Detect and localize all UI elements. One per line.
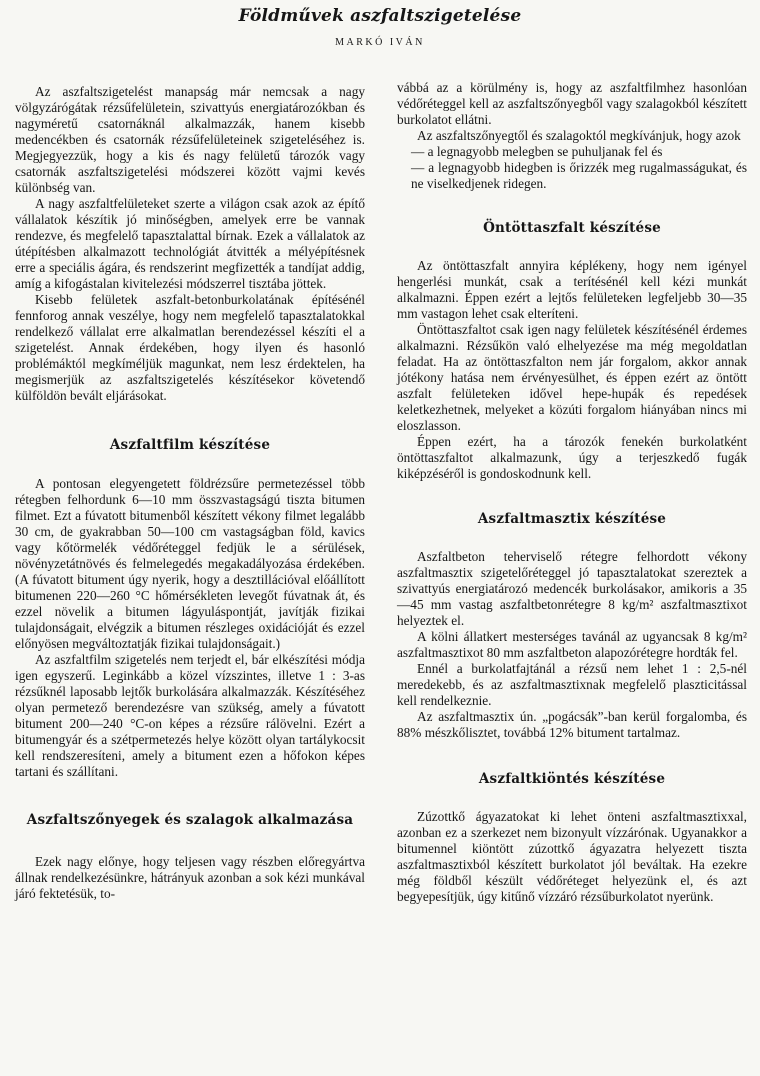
paragraph: vábbá az a körülmény is, hogy az aszfaltfilmhez hasonlóan védőréteggel kell az aszfaltszőnyegből vagy szalagokból készített burkolatot ellátni.	[397, 80, 747, 127]
paragraph: Éppen ezért, ha a tározók fenekén burkolatként öntöttaszfaltot alkalmazunk, úgy a terjeszkedő fugák kiképzéséről is gondoskodnunk kell.	[397, 434, 747, 481]
paragraph: Az aszfaltfilm szigetelés nem terjedt el, bár elkészítési módja igen egyszerű. Leginkább a közel vízszintes, illetve 1 : 3-as rézsűknél laposabb lejtők burkolására alkalmazzák. Készítéséhez olyan permetező berendezésre van szükség, amely a fúvatott bitument 200—240 °C-on képes a rézsűre rálövelni. Ezért a bitumengyár és a szétpermetezés helye között olyan tartálykocsit kell rendszeresíteni, amely a bitument ezen a hőfokon képes tartani és szállítani.	[15, 652, 365, 779]
section-heading-aszfaltfilm: Aszfaltfilm készítése	[109, 437, 271, 453]
section-heading-aszfaltszonyegek: Aszfaltszőnyegek és szalagok alkalmazása	[26, 812, 354, 828]
paragraph: Az aszfaltszőnyegtől és szalagoktól megkívánjuk, hogy azok	[417, 128, 741, 143]
dash-item: — a legnagyobb melegben se puhuljanak fel és	[411, 144, 663, 159]
paragraph: Az aszfaltszigetelést manapság már nemcsak a nagy völgyzárógátak rézsűfelületein, szivattyús energiatározókban és nagyméretű csatornáknál alkalmazzák, hanem kisebb medencékben és csatornák rézsűfelületeinek szigeteléséhez is. Megjegyezzük, hogy a kis és nagy felületű tározók vagy csatornák aszfaltszigetelési módszerei között vajmi kevés különbség van.	[15, 84, 365, 195]
article-title: Földművek aszfaltszigetelése	[238, 6, 522, 26]
paragraph: A kölni állatkert mesterséges tavánál az ugyancsak 8 kg/m² aszfaltmasztixot 80 mm aszfaltbeton alapozórétegre hordták fel.	[397, 629, 747, 660]
paragraph: Az öntöttaszfalt annyira képlékeny, hogy nem igényel hengerlési munkát, csak a terítésénél kell kézi munkát alkalmazni. Éppen ezért a lejtős felületeken legfeljebb 30—35 mm vastagon lehet csak elteríteni.	[397, 258, 747, 321]
dash-item: — a legnagyobb hidegben is őrizzék meg rugalmasságukat, és ne viselkedjenek ridegen.	[411, 160, 747, 191]
paragraph: A nagy aszfaltfelületeket szerte a világon csak azok az építő vállalatok készítik jó minőségben, amelyek erre be vannak rendezve, és megfelelő tapasztalattal bírnak. Ezek a vállalatok az útépítésben alkalmazott technológiát átvitték a mélyépítésnek erre a speciális ágára, és rendszerint megfizették a tandíjat addig, amíg a kifogástalan kivitelezési módszerrel tisztába jöttek.	[15, 196, 365, 291]
section-heading-aszfaltmasztix: Aszfaltmasztix készítése	[477, 511, 667, 527]
paragraph: Zúzottkő ágyazatokat ki lehet önteni aszfaltmasztixxal, azonban ez a szerkezet nem bizonyult vízzárónak. Ugyanakkor a bitumennel kiöntött zúzottkő ágyazatra helyezett tiszta aszfaltmasztixból készített burkolatot jól beváltak. Ha ezekre még földből készült védőréteget helyezünk el, és azt begyepesítjük, úgy kitűnő vízzáró rézsűburkolatot nyerünk.	[397, 809, 747, 904]
paragraph: Kisebb felületek aszfalt-betonburkolatának építésénél fennforog annak veszélye, hogy nem megfelelő tapasztalatokkal rendelkező vállalat erre alkalmatlan berendezéssel készíti el a szigetelést. Annak érdekében, hogy ilyen és hasonló problémáktól megkíméljük magunkat, nem lesz érdektelen, ha megismerjük az aszfaltszigetelés készítésekor követendő külföldön bevált eljárásokat.	[15, 292, 365, 403]
author-name: MARKÓ IVÁN	[335, 37, 425, 48]
section-heading-ontottaszfalt: Öntöttaszfalt készítése	[483, 220, 661, 236]
paragraph: Az aszfaltmasztix ún. „pogácsák”-ban kerül forgalomba, és 88% mészkőlisztet, továbbá 12% bitument tartalmaz.	[397, 709, 747, 740]
section-heading-aszfaltkiontes: Aszfaltkiöntés készítése	[478, 771, 666, 787]
paragraph: Ezek nagy előnye, hogy teljesen vagy részben előregyártva állnak rendelkezésünkre, hátrányuk azonban a sok kézi munkával járó fektetésük, to-	[15, 854, 365, 901]
left-column	[15, 84, 365, 902]
paragraph: A pontosan elegyengetett földrézsűre permetezéssel több rétegben felhordunk 6—10 mm összvastagságú tiszta bitumen filmet. Ezt a fúvatott bitumenből készített vékony filmet legalább 30 cm, de gyakrabban 50—100 cm vastagságban föld, kavics vagy kőtörmelék védőréteggel fedjük le a sérülések, növényzetátnövés és felmelegedés megakadályozása érdekében. (A fúvatott bitument úgy nyerik, hogy a desztillációval előállított bitumenen 220—260 °C hőmérsékleten levegőt fúvatnak át, és ezzel növelik a bitumen lágyuláspontját, javítják fizikai tulajdonságait, elvégzik a bitumen részleges oxidációját és ezzel előnyösen megváltoztatják fizikai tulajdonságait.)	[15, 476, 365, 651]
right-column	[397, 80, 747, 905]
paragraph: Aszfaltbeton teherviselő rétegre felhordott vékony aszfaltmasztix szigetelőréteggel jó tapasztalatokat szereztek a szivattyús energiatározó medencék burkolásakor, amikoris a 35—45 mm vastag aszfaltbetonrétegre 8 kg/m² aszfaltmasztixot helyeztek el.	[397, 549, 747, 628]
paragraph: Öntöttaszfaltot csak igen nagy felületek készítésénél érdemes alkalmazni. Rézsűkön való elhelyezése ma még megoldatlan feladat. Ha az öntöttaszfalton nem jár forgalom, akkor annak jótékony hatása nem érvényesülhet, és éppen ezért az öntött aszfalt felületeken idővel hepe-hupák és repedések keletkezhetnek, melyeket a közúti forgalom hiányában nincs mi eloszlasson.	[397, 322, 747, 433]
paragraph: Ennél a burkolatfajtánál a rézsű nem lehet 1 : 2,5-nél meredekebb, és az aszfaltmasztixnak megfelelő plaszticitással kell rendelkeznie.	[397, 661, 747, 708]
